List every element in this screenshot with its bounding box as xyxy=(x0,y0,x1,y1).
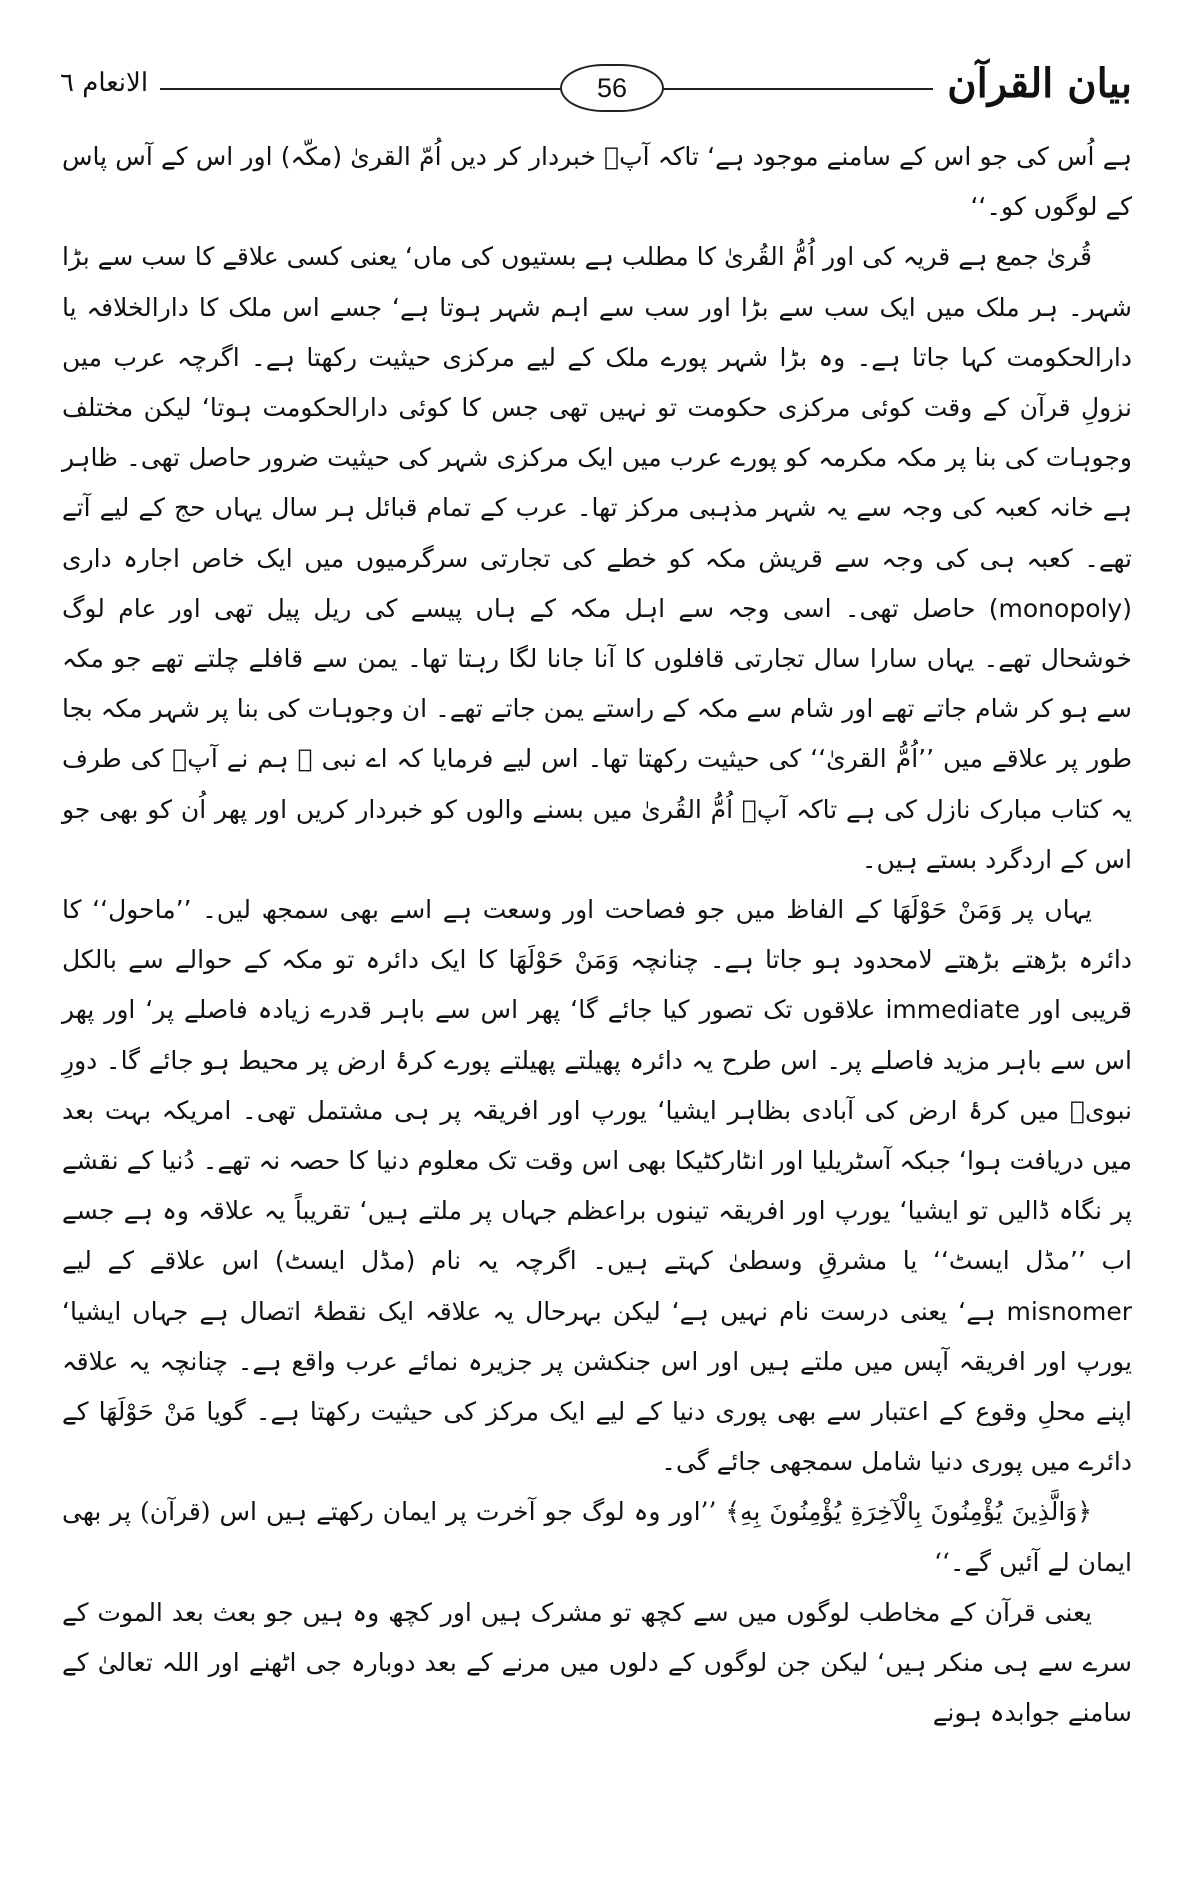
verse-paragraph: ﴿وَالَّذِينَ يُؤْمِنُونَ بِالْآخِرَةِ يُؤْمِنُونَ بِهِ﴾ ’’اور وہ لوگ جو آخرت پر ایمان رکھتے ہیں اس (قرآن) پر بھی ایمان لے آئیں گے۔‘‘ xyxy=(62,1497,1132,1577)
running-header xyxy=(60,58,1132,118)
body-text xyxy=(62,132,1132,1739)
paragraph: ہے اُس کی جو اس کے سامنے موجود ہے‘ تاکہ آپؐ خبردار کر دیں اُمّ القریٰ (مکّہ) اور اس کے آس پاس کے لوگوں کو۔‘‘ xyxy=(62,142,1132,222)
page-number: 56 xyxy=(560,64,664,112)
paragraph: یعنی قرآن کے مخاطب لوگوں میں سے کچھ تو مشرک ہیں اور کچھ وہ ہیں جو بعث بعد الموت کے سرے سے ہی منکر ہیں‘ لیکن جن لوگوں کے دلوں میں مرنے کے بعد دوبارہ جی اٹھنے اور اللہ تعالیٰ کے سامنے جوابدہ ہونے xyxy=(62,1597,1132,1728)
chapter-label: الانعام ٦ xyxy=(60,68,160,98)
paragraph: یہاں پر وَمَنْ حَوْلَهَا کے الفاظ میں جو فصاحت اور وسعت ہے اسے بھی سمجھ لیں۔ ’’ماحول‘‘ کا دائرہ بڑھتے بڑھتے لامحدود ہو جاتا ہے۔ چنانچہ وَمَنْ حَوْلَهَا کا ایک دائرہ تو مکہ کے حوالے سے بالکل قریبی اور immediate علاقوں تک تصور کیا جائے گا‘ پھر اس سے باہر قدرے زیادہ فاصلے پر‘ اور پھر اس سے باہر مزید فاصلے پر۔ اس طرح یہ دائرہ پھیلتے پھیلتے پورے کرۂ ارض پر محیط ہو جائے گا۔ دورِ نبویؐ میں کرۂ ارض کی آبادی بظاہر ایشیا‘ یورپ اور افریقہ پر ہی مشتمل تھی۔ امریکہ بہت بعد میں دریافت ہوا‘ جبکہ آسٹریلیا اور انٹارکٹیکا بھی اس وقت تک معلوم دنیا کا حصہ نہ تھے۔ دُنیا کے نقشے پر نگاہ ڈالیں تو ایشیا‘ یورپ اور افریقہ تینوں براعظم جہاں پر ملتے ہیں‘ تقریباً یہ علاقہ وہ ہے جسے اب ’’مڈل ایسٹ‘‘ یا مشرقِ وسطیٰ کہتے ہیں۔ اگرچہ یہ نام (مڈل ایسٹ) اس علاقے کے لیے misnomer ہے‘ یعنی درست نام نہیں ہے‘ لیکن بہرحال یہ علاقہ ایک نقطۂ اتصال ہے جہاں ایشیا‘ یورپ اور افریقہ آپس میں ملتے ہیں اور اس جنکشن پر جزیرہ نمائے عرب واقع ہے۔ چنانچہ یہ علاقہ اپنے محلِ وقوع کے اعتبار سے بھی پوری دنیا کے لیے ایک مرکز کی حیثیت رکھتا ہے۔ گویا مَنْ حَوْلَهَا کے دائرے میں پوری دنیا شامل سمجھی جائے گی۔ xyxy=(62,895,1132,1477)
book-title: بیان القرآن xyxy=(933,60,1132,107)
paragraph: قُریٰ جمع ہے قریہ کی اور اُمُّ القُریٰ کا مطلب ہے بستیوں کی ماں‘ یعنی کسی علاقے کا سب سے بڑا شہر۔ ہر ملک میں ایک سب سے بڑا اور سب سے اہم شہر ہوتا ہے‘ جسے اس ملک کا دارالخلافہ یا دارالحکومت کہا جاتا ہے۔ وہ بڑا شہر پورے ملک کے لیے مرکزی حیثیت رکھتا ہے۔ اگرچہ عرب میں نزولِ قرآن کے وقت کوئی مرکزی حکومت تو نہیں تھی جس کا کوئی دارالحکومت ہوتا‘ لیکن مختلف وجوہات کی بنا پر مکہ مکرمہ کو پورے عرب میں ایک مرکزی شہر کی حیثیت ضرور حاصل تھی۔ ظاہر ہے خانہ کعبہ کی وجہ سے یہ شہر مذہبی مرکز تھا۔ عرب کے تمام قبائل ہر سال یہاں حج کے لیے آتے تھے۔ کعبہ ہی کی وجہ سے قریش مکہ کو خطے کی تجارتی سرگرمیوں میں ایک خاص اجارہ داری (monopoly) حاصل تھی۔ اسی وجہ سے اہل مکہ کے ہاں پیسے کی ریل پیل تھی اور عام لوگ خوشحال تھے۔ یہاں سارا سال تجارتی قافلوں کا آنا جانا لگا رہتا تھا۔ یمن سے قافلے چلتے تھے جو مکہ سے ہو کر شام جاتے تھے اور شام سے مکہ کے راستے یمن جاتے تھے۔ ان وجوہات کی بنا پر شہر مکہ بجا طور پر علاقے میں ’’اُمُّ القریٰ‘‘ کی حیثیت رکھتا تھا۔ اس لیے فرمایا کہ اے نبی ﷺ ہم نے آپؐ کی طرف یہ کتاب مبارک نازل کی ہے تاکہ آپؐ اُمُّ القُریٰ میں بسنے والوں کو خبردار کریں اور پھر اُن کو بھی جو اس کے اردگرد بستے ہیں۔ xyxy=(62,242,1132,874)
